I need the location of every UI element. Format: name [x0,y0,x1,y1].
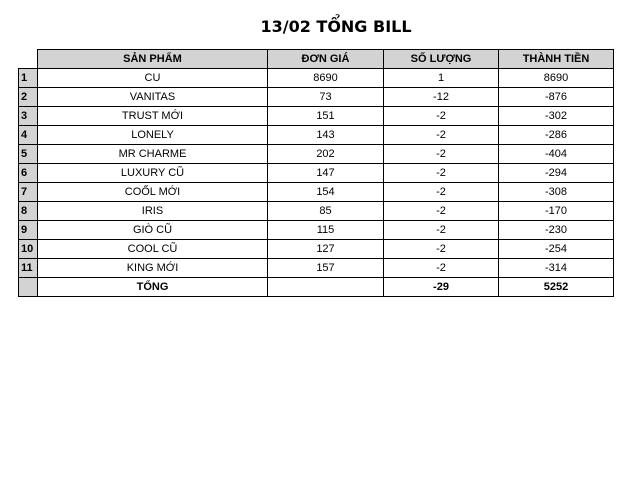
table-row [19,126,614,145]
cell-amount: -286 [499,126,614,145]
table-row [19,107,614,126]
total-quantity: -29 [384,278,499,297]
cell-product: LONELY [38,126,268,145]
table-row [19,88,614,107]
table-row [19,69,614,88]
cell-product: CU [38,69,268,88]
cell-product: COỐL MỚI [38,183,268,202]
table-row [19,164,614,183]
cell-unit-price: 147 [268,164,384,183]
cell-quantity: -2 [384,221,499,240]
cell-unit-price: 85 [268,202,384,221]
row-index: 11 [19,259,38,278]
row-index: 4 [19,126,38,145]
cell-amount: 8690 [499,69,614,88]
total-label: TỔNG [38,278,268,297]
cell-amount: -254 [499,240,614,259]
row-index: 9 [19,221,38,240]
cell-product: COOL CŨ [38,240,268,259]
cell-unit-price: 157 [268,259,384,278]
cell-unit-price: 202 [268,145,384,164]
header-quantity: SỐ LƯỢNG [384,50,499,69]
row-index: 7 [19,183,38,202]
row-index: 5 [19,145,38,164]
table-row [19,202,614,221]
cell-unit-price: 8690 [268,69,384,88]
cell-quantity: -2 [384,183,499,202]
cell-product: MR CHARME [38,145,268,164]
row-index: 8 [19,202,38,221]
cell-unit-price: 154 [268,183,384,202]
table-row [19,145,614,164]
cell-unit-price: 151 [268,107,384,126]
total-unit-price [268,278,384,297]
cell-amount: -230 [499,221,614,240]
cell-product: LUXURY CŨ [38,164,268,183]
cell-product: TRUST MỚI [38,107,268,126]
cell-quantity: -2 [384,259,499,278]
cell-unit-price: 115 [268,221,384,240]
header-product: SẢN PHẨM [38,50,268,69]
cell-quantity: -2 [384,145,499,164]
row-index: 2 [19,88,38,107]
cell-quantity: -2 [384,164,499,183]
cell-product: KING MỚI [38,259,268,278]
header-row [19,50,614,69]
cell-quantity: -2 [384,202,499,221]
bill-table [18,49,614,297]
cell-amount: -314 [499,259,614,278]
cell-quantity: -2 [384,240,499,259]
cell-product: VANITAS [38,88,268,107]
row-index: 3 [19,107,38,126]
cell-product: GIÒ CŨ [38,221,268,240]
cell-amount: -294 [499,164,614,183]
cell-amount: -876 [499,88,614,107]
cell-amount: -170 [499,202,614,221]
cell-unit-price: 127 [268,240,384,259]
cell-quantity: -12 [384,88,499,107]
header-unit-price: ĐƠN GIÁ [268,50,384,69]
corner-cell [19,50,38,69]
cell-amount: -308 [499,183,614,202]
cell-unit-price: 73 [268,88,384,107]
table-body [19,69,614,297]
cell-quantity: -2 [384,126,499,145]
table-row [19,240,614,259]
row-index: 1 [19,69,38,88]
cell-unit-price: 143 [268,126,384,145]
table-row [19,221,614,240]
total-amount: 5252 [499,278,614,297]
row-index: 6 [19,164,38,183]
header-amount: THÀNH TIỀN [499,50,614,69]
cell-quantity: 1 [384,69,499,88]
cell-product: IRIS [38,202,268,221]
total-row [19,278,614,297]
cell-quantity: -2 [384,107,499,126]
table-row [19,183,614,202]
cell-amount: -404 [499,145,614,164]
table-row [19,259,614,278]
total-index [19,278,38,297]
page-title: 13/02 TỔNG BILL [260,17,412,36]
row-index: 10 [19,240,38,259]
cell-amount: -302 [499,107,614,126]
